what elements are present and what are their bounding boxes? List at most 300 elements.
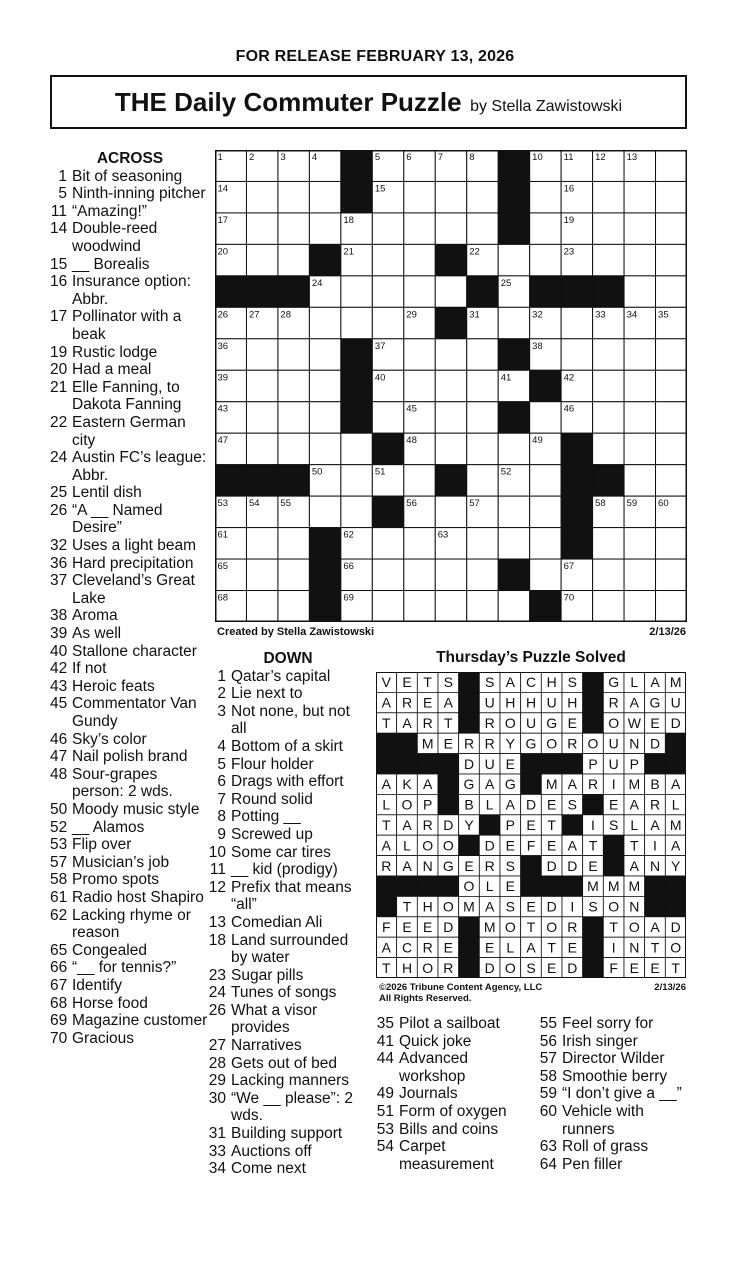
clue-text: Bills and coins [399, 1120, 499, 1138]
clue-item [208, 826, 368, 844]
grid-cell[interactable] [530, 496, 561, 527]
clue-number: 13 [208, 913, 226, 931]
cell-number: 36 [217, 340, 229, 352]
grid-cell[interactable] [309, 181, 340, 212]
grid-cell[interactable] [656, 244, 687, 275]
grid-cell[interactable] [624, 276, 655, 307]
grid-cell[interactable] [656, 181, 687, 212]
grid-cell[interactable] [246, 591, 277, 622]
grid-cell[interactable] [467, 181, 498, 212]
clue-item [535, 1138, 695, 1156]
solution-black-square [376, 754, 397, 774]
grid-cell[interactable] [561, 307, 592, 338]
grid-cell[interactable] [656, 465, 687, 496]
solution-black-square [459, 917, 480, 937]
grid-cell[interactable] [593, 559, 624, 590]
clue-text: Elle Fanning, to Dakota Fanning [72, 378, 182, 414]
black-square [309, 559, 340, 590]
clue-item [50, 1012, 210, 1030]
black-square [530, 276, 561, 307]
clue-number: 61 [50, 888, 68, 906]
clue-text: Prefix that means “all” [231, 878, 352, 914]
solution-black-square [417, 876, 438, 896]
clue-text: Tunes of songs [231, 984, 337, 1002]
clue-text: Sugar pills [231, 966, 304, 984]
clue-text: Ninth-inning pitcher [72, 185, 206, 203]
clue-number: 17 [50, 308, 68, 326]
solution-date: 2/13/26 [654, 982, 686, 993]
grid-cell[interactable] [467, 402, 498, 433]
solution-letter: U [546, 694, 557, 711]
grid-cell[interactable] [498, 528, 529, 559]
grid-cell[interactable] [435, 339, 466, 370]
grid-cell[interactable] [309, 213, 340, 244]
solution-letter: V [381, 674, 392, 691]
solution-letter: A [650, 674, 660, 691]
solution-black-square [521, 774, 542, 794]
solution-letter: M [545, 776, 558, 793]
clue-item [372, 1103, 532, 1121]
solution-letter: A [422, 776, 433, 793]
grid-cell[interactable] [246, 339, 277, 370]
crossword-grid[interactable] [215, 150, 687, 622]
grid-cell[interactable] [372, 276, 403, 307]
grid-cell[interactable] [404, 465, 435, 496]
cell-number: 39 [217, 372, 229, 384]
cell-number: 8 [469, 152, 475, 163]
solution-letter: O [504, 919, 516, 935]
clue-number: 32 [50, 537, 68, 555]
grid-cell[interactable] [593, 433, 624, 464]
black-square [309, 528, 340, 559]
down-clues [208, 650, 368, 1178]
clue-number: 30 [208, 1089, 226, 1107]
clue-item [208, 808, 368, 826]
grid-cell[interactable] [404, 244, 435, 275]
grid-cell[interactable] [341, 276, 372, 307]
grid-cell[interactable] [309, 433, 340, 464]
clue-number: 3 [217, 702, 226, 720]
clue-item [208, 1143, 368, 1161]
clue-number: 26 [208, 1001, 226, 1019]
clue-item [208, 1072, 368, 1090]
grid-cell[interactable] [435, 433, 466, 464]
grid-cell[interactable] [530, 528, 561, 559]
down-list [208, 668, 368, 1178]
solution-letter: F [382, 919, 391, 935]
solution-black-square [665, 896, 686, 916]
cell-number: 31 [469, 309, 480, 321]
solution-letter: O [422, 959, 434, 976]
solution-letter: E [650, 715, 660, 731]
grid-cell[interactable] [435, 402, 466, 433]
grid-cell[interactable] [404, 370, 435, 401]
grid-cell[interactable] [404, 181, 435, 212]
clue-text: Insurance option: Abbr. [72, 273, 191, 308]
grid-cell[interactable] [467, 528, 498, 559]
grid-cell[interactable] [530, 465, 561, 496]
solution-letter: P [422, 796, 433, 813]
cell-number: 35 [658, 309, 669, 321]
black-square [372, 496, 403, 527]
solution-letter: E [567, 715, 578, 731]
grid-cell[interactable] [309, 402, 340, 433]
solution-letter: R [463, 735, 475, 752]
grid-date: 2/13/26 [649, 626, 686, 638]
clue-item [535, 1156, 695, 1174]
clue-number: 9 [217, 825, 226, 843]
cell-number: 38 [532, 340, 543, 352]
solution-letter: D [525, 796, 537, 813]
cell-number: 54 [248, 498, 260, 510]
solution-letter: L [630, 674, 639, 691]
grid-cell[interactable] [246, 433, 277, 464]
cell-number: 9 [500, 152, 506, 163]
grid-cell[interactable] [435, 181, 466, 212]
solution-letter: H [422, 898, 433, 915]
solution-letter: L [630, 817, 639, 833]
grid-cell[interactable] [656, 339, 687, 370]
grid-cell[interactable] [435, 213, 466, 244]
title-box [50, 75, 687, 129]
clue-text: Quick joke [399, 1032, 472, 1050]
solution-letter: S [505, 898, 516, 915]
grid-cell[interactable] [467, 370, 498, 401]
grid-cell[interactable] [656, 150, 687, 181]
solution-letter: A [381, 939, 392, 956]
clue-text: Some car tires [231, 843, 331, 861]
clue-number: 39 [50, 625, 68, 643]
clue-number: 1 [58, 167, 67, 185]
cell-number: 44 [343, 403, 354, 415]
clue-item [50, 907, 210, 942]
solution-letter: Y [670, 857, 681, 874]
grid-cell[interactable] [372, 307, 403, 338]
solution-letter: T [547, 939, 556, 956]
grid-cell[interactable] [278, 244, 309, 275]
cell-number: 20 [217, 246, 229, 258]
clue-number: 36 [50, 554, 68, 572]
clue-item [208, 773, 368, 791]
solution-letter: G [504, 776, 516, 793]
grid-cell[interactable] [372, 213, 403, 244]
grid-cell[interactable] [404, 213, 435, 244]
cell-number: 18 [343, 214, 354, 226]
grid-cell[interactable] [341, 496, 372, 527]
grid-cell[interactable] [246, 370, 277, 401]
grid-cell[interactable] [435, 591, 466, 622]
cell-number: 50 [311, 466, 323, 478]
cell-number: 14 [217, 183, 229, 195]
clue-item [372, 1138, 532, 1173]
grid-cell[interactable] [278, 559, 309, 590]
grid-cell[interactable] [467, 559, 498, 590]
black-square [246, 276, 277, 307]
grid-cell[interactable] [656, 591, 687, 622]
grid-cell[interactable] [309, 370, 340, 401]
grid-cell[interactable] [404, 528, 435, 559]
solution-letter: O [608, 715, 620, 731]
clue-number: 2 [217, 685, 226, 703]
grid-cell[interactable] [435, 496, 466, 527]
solution-letter: R [484, 735, 495, 752]
clue-number: 24 [208, 984, 226, 1002]
grid-cell[interactable] [372, 402, 403, 433]
cell-number: 57 [469, 498, 480, 510]
cell-number: 63 [437, 529, 449, 541]
clue-item [50, 168, 210, 186]
solution-letter: A [505, 796, 516, 813]
grid-cell[interactable] [467, 465, 498, 496]
across-clues [50, 150, 210, 1047]
grid-cell[interactable] [530, 402, 561, 433]
release-date: FOR RELEASE FEBRUARY 13, 2026 [235, 48, 515, 65]
solution-letter: O [463, 878, 475, 895]
solution-letter: T [382, 817, 391, 833]
clue-item [208, 756, 368, 774]
grid-cell[interactable] [624, 181, 655, 212]
solution-letter: A [505, 674, 516, 691]
cell-number: 11 [563, 152, 574, 163]
solution-black-square [603, 856, 624, 876]
grid-cell[interactable] [278, 181, 309, 212]
solution-letter: O [422, 837, 434, 854]
clue-item [50, 977, 210, 995]
grid-cell[interactable] [593, 370, 624, 401]
grid-cell[interactable] [404, 591, 435, 622]
grid-cell[interactable] [278, 213, 309, 244]
clue-text: Qatar’s capital [231, 667, 331, 685]
grid-cell[interactable] [435, 370, 466, 401]
cell-number: 45 [406, 403, 417, 415]
grid-cell[interactable] [656, 213, 687, 244]
grid-cell[interactable] [246, 402, 277, 433]
grid-cell[interactable] [341, 433, 372, 464]
clue-text: Drags with effort [231, 773, 344, 791]
solution-letter: R [608, 694, 619, 711]
clue-item [50, 308, 210, 343]
grid-cell[interactable] [624, 528, 655, 559]
grid-cell[interactable] [246, 559, 277, 590]
grid-cell[interactable] [561, 339, 592, 370]
down-list [372, 1015, 532, 1173]
grid-cell[interactable] [404, 276, 435, 307]
grid-cell[interactable] [656, 402, 687, 433]
grid-cell[interactable] [656, 370, 687, 401]
grid-cell[interactable] [372, 559, 403, 590]
solution-letter: S [588, 898, 598, 915]
black-square [341, 370, 372, 401]
clue-text: Narratives [231, 1037, 302, 1055]
clue-number: 53 [50, 836, 68, 854]
grid-cell[interactable] [593, 181, 624, 212]
black-square [561, 465, 592, 496]
grid-cell[interactable] [309, 339, 340, 370]
grid-cell[interactable] [246, 213, 277, 244]
solution-letter: O [546, 919, 558, 935]
grid-cell[interactable] [498, 496, 529, 527]
solution-black-square [438, 876, 459, 896]
grid-cell[interactable] [467, 213, 498, 244]
black-square [309, 244, 340, 275]
grid-cell[interactable] [593, 213, 624, 244]
clue-item [535, 1103, 695, 1138]
grid-cell[interactable] [467, 433, 498, 464]
clue-number: 24 [50, 449, 68, 467]
grid-cell[interactable] [278, 528, 309, 559]
cell-number: 70 [563, 592, 575, 604]
grid-cell[interactable] [372, 528, 403, 559]
cell-number: 66 [343, 561, 354, 573]
clue-item [50, 344, 210, 362]
clue-number: 60 [539, 1102, 557, 1120]
solution-black-square [438, 774, 459, 794]
black-square [467, 276, 498, 307]
grid-cell[interactable] [624, 433, 655, 464]
grid-cell[interactable] [278, 402, 309, 433]
cell-number: 5 [374, 152, 381, 163]
grid-cell[interactable] [278, 370, 309, 401]
grid-cell[interactable] [435, 276, 466, 307]
solution-letter: T [547, 817, 556, 833]
grid-cell[interactable] [530, 213, 561, 244]
grid-cell[interactable] [404, 339, 435, 370]
solution-black-square [583, 917, 604, 937]
clue-number: 49 [376, 1085, 394, 1103]
grid-cell[interactable] [624, 339, 655, 370]
clue-text: Had a meal [72, 361, 152, 379]
black-square [278, 276, 309, 307]
grid-cell[interactable] [593, 528, 624, 559]
grid-cell[interactable] [341, 307, 372, 338]
clue-item [208, 1160, 368, 1178]
grid-cell[interactable] [656, 559, 687, 590]
grid-cell[interactable] [278, 591, 309, 622]
solution-black-square [603, 835, 624, 855]
solution-letter: L [403, 837, 411, 854]
grid-cell[interactable] [624, 244, 655, 275]
clue-number: 46 [50, 730, 68, 748]
grid-cell[interactable] [593, 244, 624, 275]
grid-cell[interactable] [246, 181, 277, 212]
grid-cell[interactable] [530, 181, 561, 212]
solution-letter: N [422, 857, 433, 874]
grid-cell[interactable] [593, 591, 624, 622]
black-square [435, 465, 466, 496]
clue-number: 44 [376, 1050, 394, 1068]
clue-text: Round solid [231, 790, 313, 808]
grid-cell[interactable] [624, 559, 655, 590]
clue-text: Form of oxygen [399, 1102, 507, 1120]
clue-number: 68 [50, 994, 68, 1012]
solution-letter: H [567, 694, 578, 711]
clue-item [50, 414, 210, 449]
solution-letter: M [628, 776, 641, 793]
grid-cell[interactable] [498, 591, 529, 622]
clue-item [50, 220, 210, 255]
clue-text: Lie next to [231, 685, 303, 703]
grid-cell[interactable] [624, 591, 655, 622]
grid-cell[interactable] [593, 339, 624, 370]
clue-item [50, 871, 210, 889]
black-square [561, 496, 592, 527]
clue-item [50, 572, 210, 607]
grid-cell[interactable] [624, 402, 655, 433]
clue-text: Lentil dish [72, 484, 142, 502]
solution-letter: A [567, 837, 578, 854]
solution-letter: E [422, 919, 433, 935]
grid-cell[interactable] [246, 528, 277, 559]
solution-black-square [562, 876, 583, 896]
grid-cell[interactable] [404, 559, 435, 590]
grid-cell[interactable] [498, 433, 529, 464]
grid-cell[interactable] [656, 528, 687, 559]
cell-number: 15 [374, 183, 386, 195]
grid-cell[interactable] [341, 465, 372, 496]
clue-item [50, 995, 210, 1013]
solution-letter: H [546, 674, 557, 691]
grid-cell[interactable] [656, 276, 687, 307]
grid-cell[interactable] [593, 402, 624, 433]
grid-cell[interactable] [530, 244, 561, 275]
grid-cell[interactable] [467, 339, 498, 370]
clue-item [535, 1033, 695, 1051]
grid-cell[interactable] [656, 433, 687, 464]
clue-text: Cleveland’s Great Lake [72, 572, 195, 607]
grid-cell[interactable] [278, 433, 309, 464]
grid-cell[interactable] [309, 496, 340, 527]
solution-letter: G [463, 776, 475, 793]
grid-cell[interactable] [372, 244, 403, 275]
grid-cell[interactable] [435, 559, 466, 590]
grid-cell[interactable] [246, 244, 277, 275]
grid-cell[interactable] [372, 591, 403, 622]
solution-letter: D [546, 857, 557, 874]
grid-cell[interactable] [530, 559, 561, 590]
solution-letter: U [608, 735, 619, 752]
clue-text: Sour-grapes person: 2 wds. [72, 765, 173, 801]
black-square [341, 150, 372, 181]
clue-number: 19 [50, 343, 68, 361]
clue-number: 35 [376, 1015, 394, 1032]
grid-cell[interactable] [624, 465, 655, 496]
grid-cell[interactable] [278, 339, 309, 370]
solution-black-square [665, 733, 686, 753]
grid-cell[interactable] [498, 307, 529, 338]
clue-item [208, 1055, 368, 1073]
solution-grid [376, 672, 686, 978]
solution-letter: E [546, 796, 557, 813]
cell-number: 22 [469, 246, 480, 258]
grid-cell[interactable] [624, 213, 655, 244]
grid-cell[interactable] [309, 307, 340, 338]
solution-letter: A [670, 776, 681, 793]
solution-letter: R [484, 715, 495, 731]
solution-letter: E [505, 837, 516, 854]
solution-letter: F [609, 959, 618, 976]
grid-cell[interactable] [624, 370, 655, 401]
cell-number: 6 [406, 152, 412, 163]
solution-letter: M [463, 898, 475, 915]
grid-cell[interactable] [498, 244, 529, 275]
grid-cell[interactable] [467, 591, 498, 622]
solution-black-square [645, 754, 666, 774]
solution-letter: E [402, 674, 412, 691]
cell-number: 1 [217, 152, 223, 163]
clue-number: 8 [217, 808, 226, 826]
clue-number: 23 [208, 966, 226, 984]
cell-number: 29 [406, 309, 417, 321]
